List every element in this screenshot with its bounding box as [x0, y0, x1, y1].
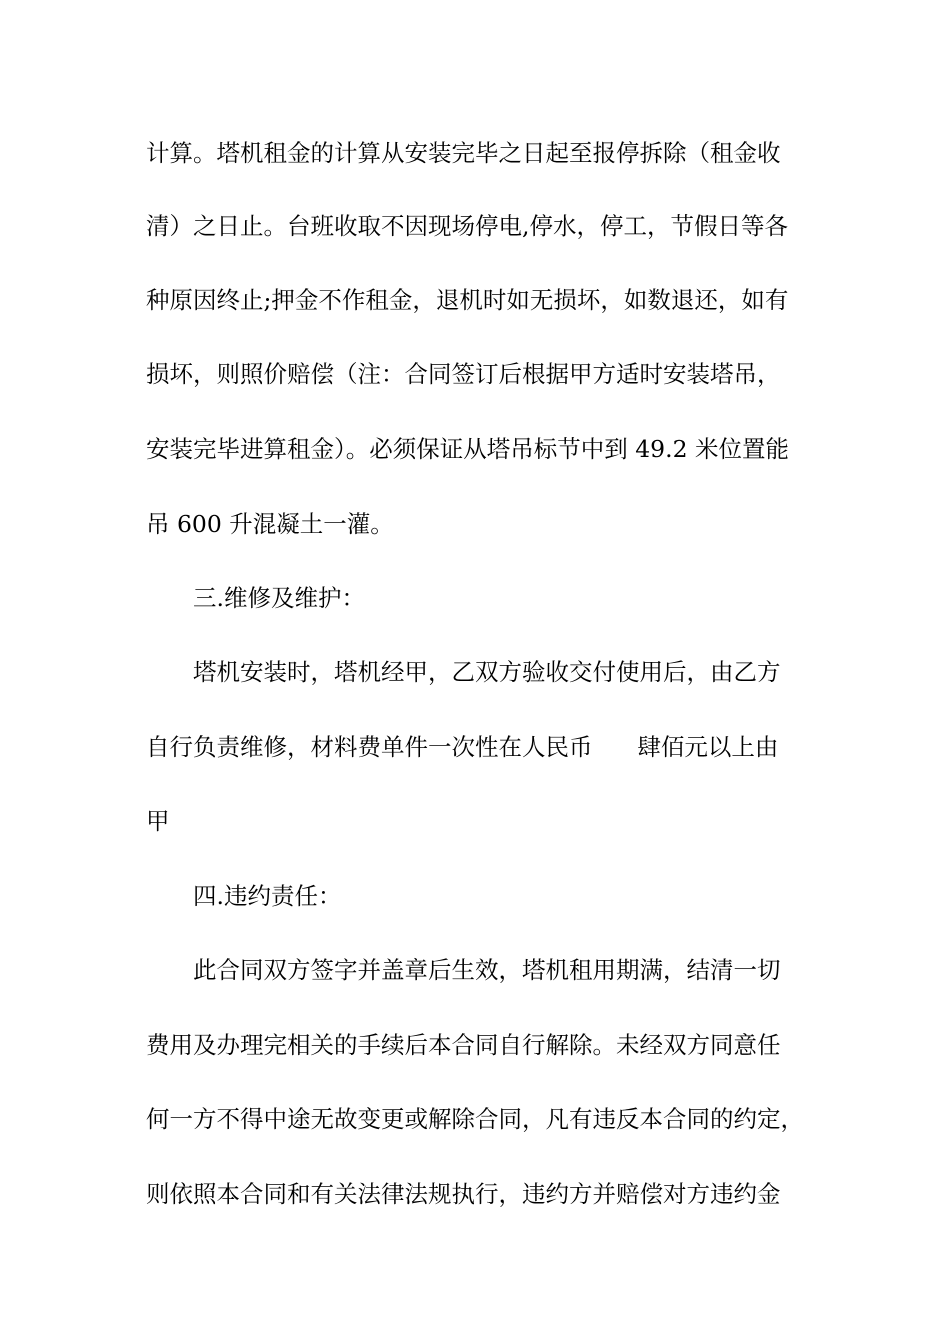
body-line: 计算。塔机租金的计算从安装完毕之日起至报停拆除（租金收	[146, 139, 781, 167]
body-line: 费用及办理完相关的手续后本合同自行解除。未经双方同意任	[146, 1031, 781, 1059]
body-line: 何一方不得中途无故变更或解除合同，凡有违反本合同的约定，	[146, 1105, 804, 1133]
section-heading: 三.维修及维护：	[193, 584, 365, 612]
body-line: 损坏，则照价赔偿（注：合同签订后根据甲方适时安装塔吊，	[146, 360, 781, 388]
body-line: 吊 600 升混凝土一灌。	[146, 510, 394, 538]
body-line: 安装完毕进算租金）。必须保证从塔吊标节中到 49.2 米位置能	[146, 435, 790, 463]
body-line: 种原因终止;押金不作租金，退机时如无损坏，如数退还，如有	[146, 286, 789, 314]
body-line: 自行负责维修，材料费单件一次性在人民币 肆佰元以上由	[146, 733, 779, 761]
body-line: 则依照本合同和有关法律法规执行，违约方并赔偿对方违约金	[146, 1180, 781, 1208]
section-heading: 四.违约责任：	[193, 882, 342, 910]
body-line: 塔机安装时，塔机经甲，乙双方验收交付使用后，由乙方	[193, 658, 781, 686]
body-line: 甲	[146, 807, 170, 835]
body-line: 此合同双方签字并盖章后生效，塔机租用期满，结清一切	[193, 956, 781, 984]
body-line: 清）之日止。台班收取不因现场停电,停水，停工，节假日等各	[146, 212, 788, 240]
